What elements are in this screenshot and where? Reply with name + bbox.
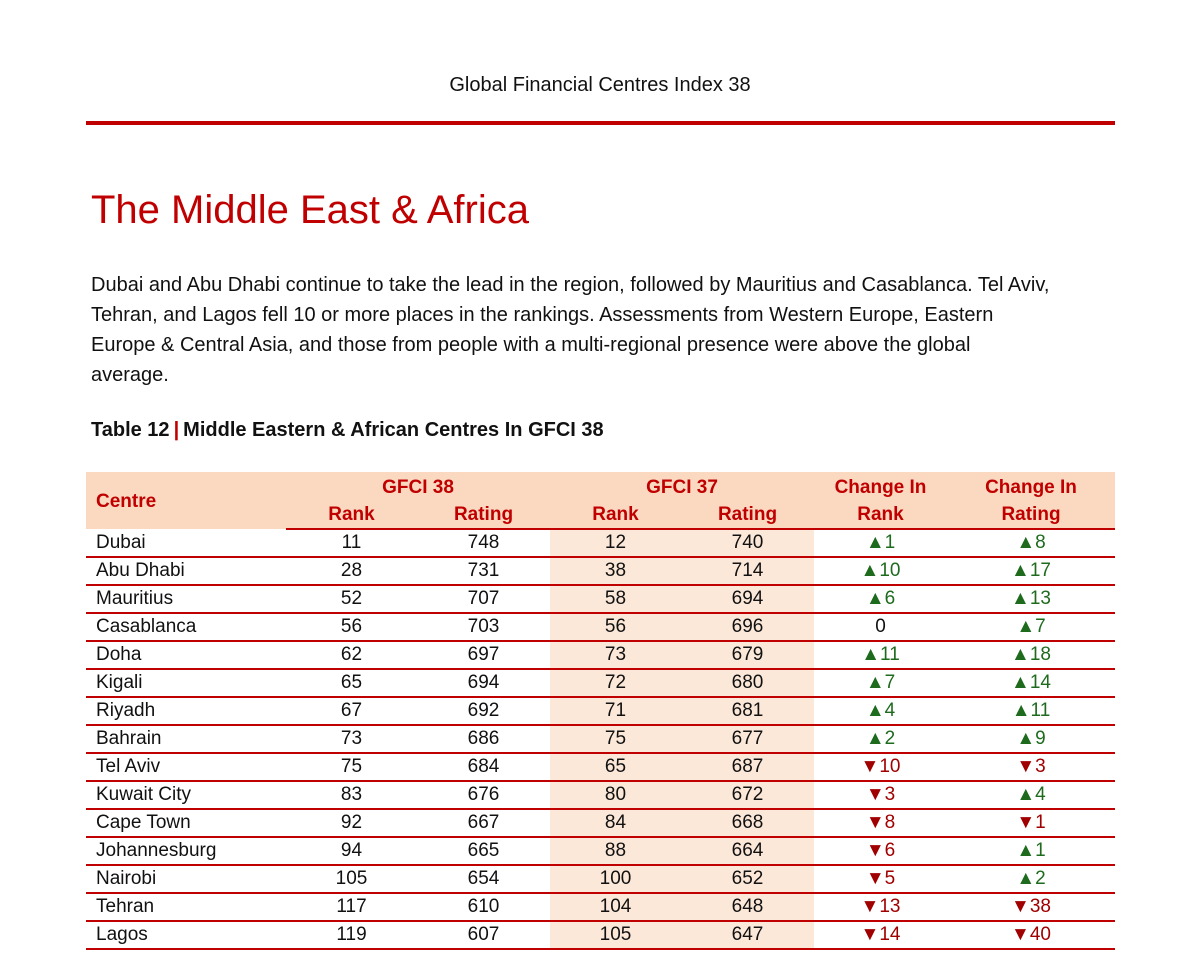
cell-rating-38: 676 <box>417 781 550 809</box>
table-row <box>86 781 1115 809</box>
cell-rating-38: 684 <box>417 753 550 781</box>
table-caption <box>91 419 604 442</box>
cell-change-rating: ▼38 <box>947 893 1115 921</box>
cell-centre: Cape Town <box>86 809 286 837</box>
cell-rank-38: 62 <box>286 641 417 669</box>
column-header-rank-37: Rank <box>550 501 681 529</box>
cell-rank-37: 56 <box>550 613 681 641</box>
cell-rank-38: 56 <box>286 613 417 641</box>
table-row <box>86 725 1115 753</box>
cell-rank-38: 73 <box>286 725 417 753</box>
cell-centre: Mauritius <box>86 585 286 613</box>
cell-change-rating: ▲7 <box>947 613 1115 641</box>
cell-rating-38: 667 <box>417 809 550 837</box>
table-row <box>86 921 1115 949</box>
cell-change-rating: ▲14 <box>947 669 1115 697</box>
cell-change-rank: ▼5 <box>814 865 947 893</box>
column-header-rank-38: Rank <box>286 501 417 529</box>
cell-change-rating: ▲1 <box>947 837 1115 865</box>
cell-rank-37: 12 <box>550 529 681 557</box>
cell-change-rank: 0 <box>814 613 947 641</box>
cell-rank-37: 38 <box>550 557 681 585</box>
cell-rank-38: 67 <box>286 697 417 725</box>
cell-rank-38: 94 <box>286 837 417 865</box>
cell-rank-37: 104 <box>550 893 681 921</box>
section-intro-paragraph: Dubai and Abu Dhabi continue to take the lead in the region, followed by Mauritius and Casablanca. Tel Aviv, Tehran, and Lagos fell 10 or more places in the rankings. Assessments from Western Europe, Eastern Europe & Central Asia, and those from people with a multi-regional presence were above the global average. <box>91 274 1050 386</box>
table-caption-number: Table 12 <box>91 419 170 441</box>
table-caption-separator: | <box>173 419 180 441</box>
cell-rank-38: 119 <box>286 921 417 949</box>
cell-rank-38: 65 <box>286 669 417 697</box>
cell-change-rating: ▲17 <box>947 557 1115 585</box>
cell-change-rank: ▲6 <box>814 585 947 613</box>
cell-rank-37: 100 <box>550 865 681 893</box>
cell-rank-37: 72 <box>550 669 681 697</box>
cell-rank-37: 65 <box>550 753 681 781</box>
cell-rating-37: 652 <box>681 865 814 893</box>
cell-rating-38: 703 <box>417 613 550 641</box>
cell-rating-38: 654 <box>417 865 550 893</box>
cell-change-rank: ▲11 <box>814 641 947 669</box>
cell-rating-38: 748 <box>417 529 550 557</box>
cell-rank-37: 71 <box>550 697 681 725</box>
cell-rating-37: 714 <box>681 557 814 585</box>
cell-centre: Dubai <box>86 529 286 557</box>
column-group-gfci38: GFCI 38 <box>286 472 550 501</box>
cell-rating-37: 664 <box>681 837 814 865</box>
cell-rating-37: 648 <box>681 893 814 921</box>
cell-centre: Riyadh <box>86 697 286 725</box>
table-header-row-groups <box>86 472 1115 501</box>
cell-rating-38: 665 <box>417 837 550 865</box>
cell-rating-37: 694 <box>681 585 814 613</box>
cell-rating-37: 681 <box>681 697 814 725</box>
cell-rating-37: 679 <box>681 641 814 669</box>
table-row <box>86 893 1115 921</box>
column-group-gfci37: GFCI 37 <box>550 472 814 501</box>
cell-rating-38: 694 <box>417 669 550 697</box>
table-row <box>86 865 1115 893</box>
cell-change-rank: ▲2 <box>814 725 947 753</box>
cell-rating-37: 672 <box>681 781 814 809</box>
column-header-change-rating-line1: Change In <box>947 472 1115 501</box>
cell-change-rating: ▼3 <box>947 753 1115 781</box>
table-row <box>86 613 1115 641</box>
cell-rating-37: 696 <box>681 613 814 641</box>
table-row <box>86 697 1115 725</box>
cell-change-rating: ▲9 <box>947 725 1115 753</box>
cell-rank-38: 75 <box>286 753 417 781</box>
cell-rank-37: 88 <box>550 837 681 865</box>
column-header-change-rank-line1: Change In <box>814 472 947 501</box>
cell-rank-38: 28 <box>286 557 417 585</box>
cell-change-rank: ▼14 <box>814 921 947 949</box>
cell-change-rating: ▲18 <box>947 641 1115 669</box>
cell-rating-37: 680 <box>681 669 814 697</box>
cell-change-rank: ▼3 <box>814 781 947 809</box>
cell-change-rank: ▼10 <box>814 753 947 781</box>
column-header-rating-38: Rating <box>417 501 550 529</box>
header-divider <box>86 121 1115 125</box>
cell-change-rating: ▼1 <box>947 809 1115 837</box>
document-header-title: Global Financial Centres Index 38 <box>449 74 751 96</box>
cell-rating-38: 692 <box>417 697 550 725</box>
table-body <box>86 529 1115 949</box>
cell-change-rank: ▲4 <box>814 697 947 725</box>
cell-rating-37: 677 <box>681 725 814 753</box>
cell-centre: Johannesburg <box>86 837 286 865</box>
cell-rank-37: 58 <box>550 585 681 613</box>
cell-change-rank: ▲1 <box>814 529 947 557</box>
cell-rank-38: 105 <box>286 865 417 893</box>
table-row <box>86 641 1115 669</box>
table-row <box>86 837 1115 865</box>
cell-rating-37: 740 <box>681 529 814 557</box>
table-row <box>86 585 1115 613</box>
cell-change-rating: ▲13 <box>947 585 1115 613</box>
cell-rank-37: 75 <box>550 725 681 753</box>
cell-centre: Nairobi <box>86 865 286 893</box>
cell-rank-38: 52 <box>286 585 417 613</box>
cell-rating-38: 707 <box>417 585 550 613</box>
cell-change-rating: ▲2 <box>947 865 1115 893</box>
cell-rating-37: 668 <box>681 809 814 837</box>
cell-change-rank: ▼6 <box>814 837 947 865</box>
cell-rank-37: 73 <box>550 641 681 669</box>
cell-centre: Tehran <box>86 893 286 921</box>
cell-change-rating: ▲4 <box>947 781 1115 809</box>
cell-change-rank: ▲7 <box>814 669 947 697</box>
cell-rank-38: 83 <box>286 781 417 809</box>
cell-centre: Doha <box>86 641 286 669</box>
cell-change-rating: ▼40 <box>947 921 1115 949</box>
cell-rank-37: 105 <box>550 921 681 949</box>
column-header-change-rating-line2: Rating <box>947 501 1115 529</box>
cell-change-rank: ▼13 <box>814 893 947 921</box>
cell-rank-38: 117 <box>286 893 417 921</box>
cell-change-rank: ▲10 <box>814 557 947 585</box>
table-caption-title: Middle Eastern & African Centres In GFCI 38 <box>183 419 604 441</box>
cell-rating-38: 610 <box>417 893 550 921</box>
cell-rating-37: 687 <box>681 753 814 781</box>
cell-rating-38: 697 <box>417 641 550 669</box>
cell-centre: Kuwait City <box>86 781 286 809</box>
column-header-rating-37: Rating <box>681 501 814 529</box>
cell-change-rating: ▲11 <box>947 697 1115 725</box>
cell-rating-38: 607 <box>417 921 550 949</box>
cell-centre: Tel Aviv <box>86 753 286 781</box>
table-row <box>86 529 1115 557</box>
cell-centre: Abu Dhabi <box>86 557 286 585</box>
cell-centre: Casablanca <box>86 613 286 641</box>
cell-rank-38: 11 <box>286 529 417 557</box>
cell-rank-37: 84 <box>550 809 681 837</box>
table-row <box>86 809 1115 837</box>
cell-change-rating: ▲8 <box>947 529 1115 557</box>
cell-centre: Kigali <box>86 669 286 697</box>
cell-rating-38: 686 <box>417 725 550 753</box>
centres-table <box>86 472 1115 950</box>
cell-rating-37: 647 <box>681 921 814 949</box>
column-header-centre: Centre <box>86 472 286 529</box>
cell-rank-37: 80 <box>550 781 681 809</box>
cell-rank-38: 92 <box>286 809 417 837</box>
section-title: The Middle East & Africa <box>91 188 529 232</box>
cell-change-rank: ▼8 <box>814 809 947 837</box>
table-row <box>86 557 1115 585</box>
table-row <box>86 753 1115 781</box>
column-header-change-rank-line2: Rank <box>814 501 947 529</box>
cell-centre: Bahrain <box>86 725 286 753</box>
cell-rating-38: 731 <box>417 557 550 585</box>
table-row <box>86 669 1115 697</box>
cell-centre: Lagos <box>86 921 286 949</box>
